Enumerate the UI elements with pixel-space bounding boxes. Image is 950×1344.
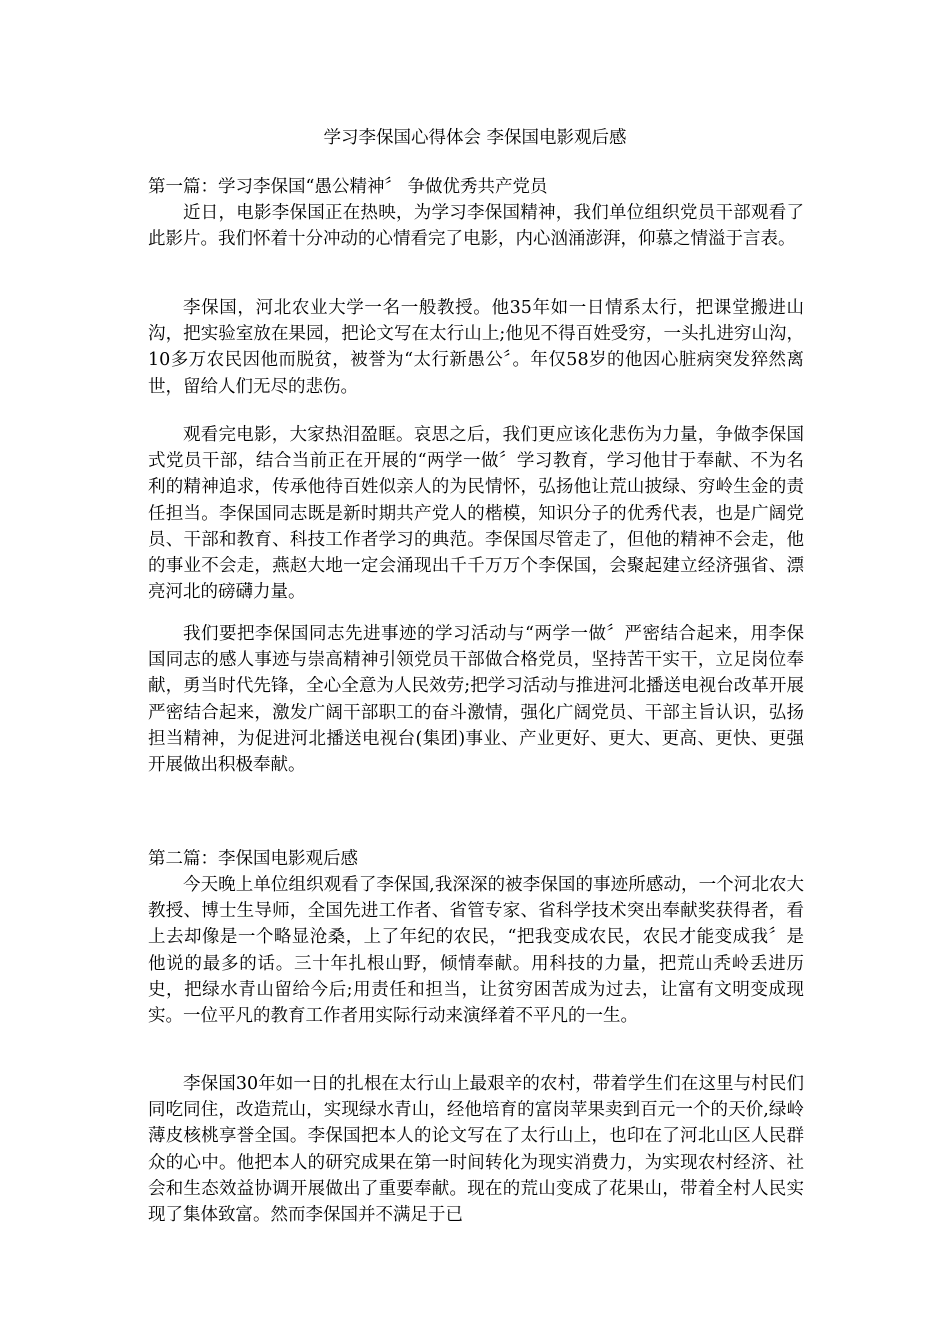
section-1-paragraph-4: 我们要把李保国同志先进事迹的学习活动与“两学一做〞严密结合起来，用李保国同志的感人事迹与崇高精神引领党员干部做合格党员，坚持苦干实干，立足岗位奉献，勇当时代先锋，全心全意为人民效劳;把学习活动与推进河北播送电视台改革开展严密结合起来，激发广阔干部职工的奋斗激情，强化广阔党员、干部主旨认识，弘扬担当精神，为促进河北播送电视台(集团)事业、产业更好、更大、更高、更快、更强开展做出积极奉献。 [148,624,804,776]
section-2-paragraph-1: 今天晚上单位组织观看了李保国,我深深的被李保国的事迹所感动，一个河北农大教授、博士生导师，全国先进工作者、省管专家、省科学技术突出奉献奖获得者，看上去却像是一个略显沧桑，上了年纪的农民，“把我变成农民，农民才能变成我〞是他说的最多的话。三十年扎根山野，倾情奉献。用科技的力量，把荒山秃岭丢进历史，把绿水青山留给今后;用责任和担当，让贫穷困苦成为过去，让富有文明变成现实。一位平凡的教育工作者用实际行动来演绎着不平凡的一生。 [148,875,804,1027]
section-1-paragraph-2: 李保国，河北农业大学一名一般教授。他35年如一日情系太行，把课堂搬进山沟，把实验室放在果园，把论文写在太行山上;他见不得百姓受穷，一头扎进穷山沟，10多万农民因他而脱贫，被誉为“太行新愚公〞。年仅58岁的他因心脏病突发猝然离世，留给人们无尽的悲伤。 [148,298,804,397]
section-2-paragraph-2: 李保国30年如一日的扎根在太行山上最艰辛的农村，带着学生们在这里与村民们同吃同住，改造荒山，实现绿水青山，经他培育的富岗苹果卖到百元一个的天价,绿岭薄皮核桃享誉全国。李保国把本人的论文写在了太行山上，也印在了河北山区人民群众的心中。他把本人的研究成果在第一时间转化为现实消费力，为实现农村经济、社会和生态效益协调开展做出了重要奉献。现在的荒山变成了花果山，带着全村人民实现了集体致富。然而李保国并不满足于已 [148,1074,804,1226]
section-1-heading: 第一篇：学习李保国“愚公精神〞 争做优秀共产党员 [148,177,548,197]
document-title: 学习李保国心得体会 李保国电影观后感 [323,128,627,148]
section-2-heading: 第二篇：李保国电影观后感 [148,849,358,869]
section-1-paragraph-1: 近日，电影李保国正在热映，为学习李保国精神，我们单位组织党员干部观看了此影片。我们怀着十分冲动的心情看完了电影，内心汹涌澎湃，仰慕之情溢于言表。 [148,203,804,250]
section-1-paragraph-3: 观看完电影，大家热泪盈眶。哀思之后，我们更应该化悲伤为力量，争做李保国式党员干部，结合当前正在开展的“两学一做〞学习教育，学习他甘于奉献、不为名利的精神追求，传承他待百姓似亲人的为民情怀，弘扬他让荒山披绿、穷岭生金的责任担当。李保国同志既是新时期共产党人的楷模，知识分子的优秀代表，也是广阔党员、干部和教育、科技工作者学习的典范。李保国尽管走了，但他的精神不会走，他的事业不会走，燕赵大地一定会涌现出千千万万个李保国，会聚起建立经济强省、漂亮河北的磅礴力量。 [148,425,804,603]
